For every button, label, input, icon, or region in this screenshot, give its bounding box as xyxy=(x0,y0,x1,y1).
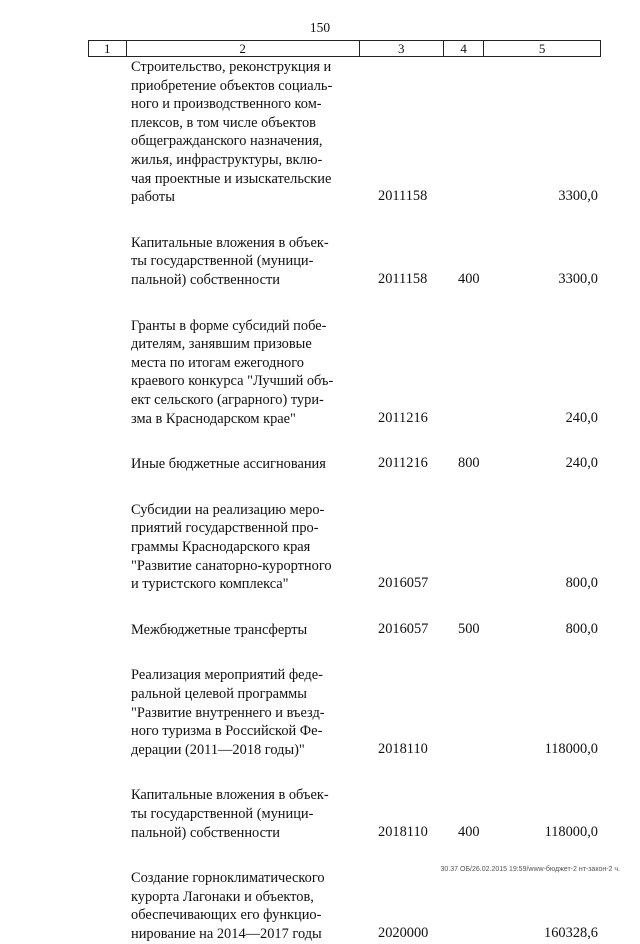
row-expense-type: 400 xyxy=(458,270,480,287)
description-line: ного и производственного ком- xyxy=(131,96,322,113)
table-row xyxy=(0,666,640,759)
row-expense-type: 800 xyxy=(458,455,480,472)
row-description xyxy=(131,455,347,474)
column-header-table xyxy=(88,40,601,57)
header-col-2: 2 xyxy=(126,41,359,57)
description-line: граммы Краснодарского края xyxy=(131,538,311,555)
row-amount: 3300,0 xyxy=(558,270,598,287)
description-line: Создание горноклиматического xyxy=(131,870,325,887)
description-line: Гранты в форме субсидий побе- xyxy=(131,317,327,334)
description-line: ект сельского (аграрного) тури- xyxy=(131,391,324,408)
table-row xyxy=(0,786,640,842)
row-description xyxy=(131,666,347,759)
row-code: 2016057 xyxy=(378,620,429,637)
row-amount: 118000,0 xyxy=(544,740,598,757)
header-col-3: 3 xyxy=(359,41,443,57)
description-line: Межбюджетные трансферты xyxy=(131,621,308,638)
row-description xyxy=(131,786,347,842)
table-row xyxy=(0,455,640,474)
row-code: 2018110 xyxy=(378,740,428,757)
header-col-5: 5 xyxy=(484,41,601,57)
description-line: работы xyxy=(131,189,175,206)
table-row xyxy=(0,58,640,207)
row-amount: 800,0 xyxy=(565,620,598,637)
row-amount: 800,0 xyxy=(565,575,598,592)
description-line: Иные бюджетные ассигнования xyxy=(131,456,326,473)
row-description xyxy=(131,621,347,640)
page-number: 150 xyxy=(309,20,331,35)
row-amount: 160328,6 xyxy=(544,924,598,941)
description-line: курорта Лагонаки и объектов, xyxy=(131,888,314,905)
description-line: ты государственной (муници- xyxy=(131,805,314,822)
description-line: краевого конкурса "Лучший объ- xyxy=(131,373,334,390)
table-row xyxy=(0,501,640,594)
row-code: 2018110 xyxy=(378,823,428,840)
description-line: ного туризма в Российской Фе- xyxy=(131,723,323,740)
description-line: пальной) собственности xyxy=(131,271,280,288)
description-line: Капитальные вложения в объек- xyxy=(131,787,329,804)
description-line: пальной) собственности xyxy=(131,824,280,841)
row-amount: 3300,0 xyxy=(558,188,598,205)
row-code: 2011158 xyxy=(378,188,428,205)
description-line: "Развитие санаторно-курортного xyxy=(131,557,332,574)
row-description xyxy=(131,501,347,594)
row-description xyxy=(131,317,347,429)
row-code: 2011216 xyxy=(378,455,428,472)
table-row xyxy=(0,869,640,943)
table-row xyxy=(0,317,640,429)
row-amount: 240,0 xyxy=(565,455,598,472)
description-line: нирование на 2014—2017 годы xyxy=(131,925,322,942)
table-row xyxy=(0,621,640,640)
row-amount: 118000,0 xyxy=(544,823,598,840)
row-description xyxy=(131,869,347,943)
description-line: жилья, инфраструктуры, вклю- xyxy=(131,151,323,168)
description-line: Строительство, реконструкция и xyxy=(131,59,332,75)
header-row xyxy=(89,41,601,57)
footer-stamp: 30.37 ОБ/26.02.2015 19:59/www-бюджет-2 нт-закон-2 ч. xyxy=(440,866,620,873)
row-code: 2011158 xyxy=(378,270,428,287)
description-line: плексов, в том числе объектов xyxy=(131,114,316,131)
description-line: места по итогам ежегодного xyxy=(131,354,304,371)
description-line: общегражданского назначения, xyxy=(131,133,323,150)
row-code: 2016057 xyxy=(378,575,429,592)
description-line: ральной целевой программы xyxy=(131,685,307,702)
table-row xyxy=(0,234,640,290)
description-line: зма в Краснодарском крае" xyxy=(131,410,296,427)
description-line: ты государственной (муници- xyxy=(131,253,314,270)
description-line: приятий государственной про- xyxy=(131,520,319,537)
description-line: Субсидии на реализацию меро- xyxy=(131,501,325,518)
description-line: дителям, занявшим призовые xyxy=(131,336,312,353)
header-col-4: 4 xyxy=(443,41,484,57)
row-description xyxy=(131,234,347,290)
row-expense-type: 400 xyxy=(458,823,480,840)
description-line: Капитальные вложения в объек- xyxy=(131,234,329,251)
row-expense-type: 500 xyxy=(458,620,480,637)
description-line: обеспечивающих его функцио- xyxy=(131,907,322,924)
description-line: дерации (2011—2018 годы)" xyxy=(131,741,305,758)
description-line: "Развитие внутреннего и въезд- xyxy=(131,704,325,721)
row-code: 2020000 xyxy=(378,924,429,941)
row-description xyxy=(131,58,347,207)
description-line: приобретение объектов социаль- xyxy=(131,77,333,94)
description-line: чая проектные и изыскательские xyxy=(131,170,332,187)
header-col-1: 1 xyxy=(89,41,127,57)
description-line: и туристского комплекса" xyxy=(131,576,289,593)
row-code: 2011216 xyxy=(378,409,428,426)
row-amount: 240,0 xyxy=(565,409,598,426)
description-line: Реализация мероприятий феде- xyxy=(131,667,323,684)
